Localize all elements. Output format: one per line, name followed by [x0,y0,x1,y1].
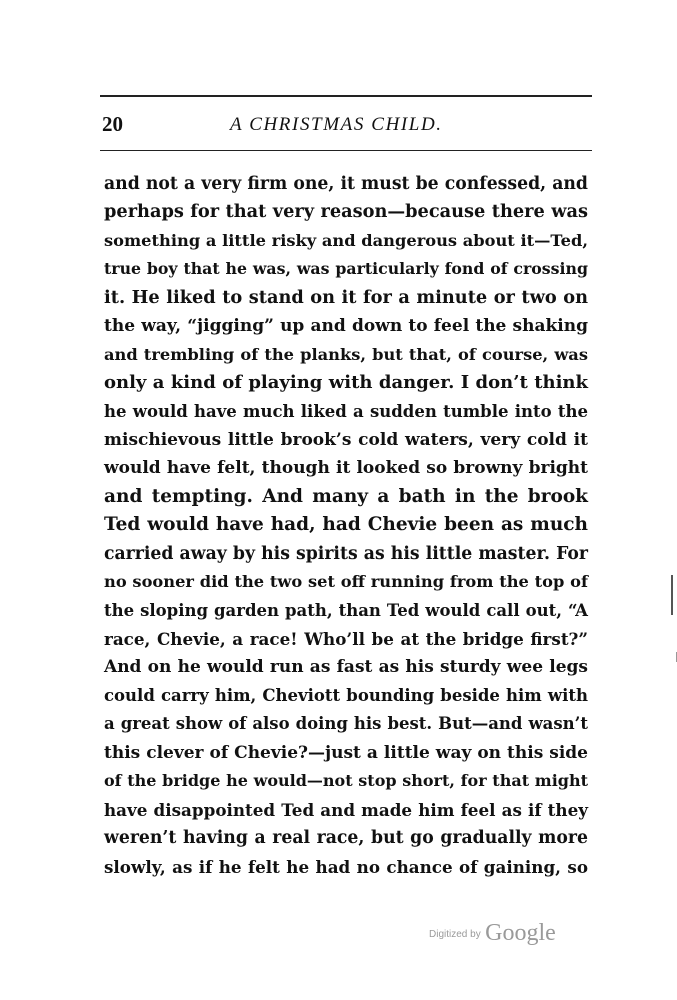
text-line: perhaps for that very reason—because there was [104,201,588,223]
text-line: And on he would run as fast as his sturdy wee legs [104,657,588,678]
body-text [104,170,588,881]
digitized-watermark [429,920,556,947]
text-line: true boy that he was, was particularly fond of crossing [104,259,588,279]
head-rule [100,150,592,151]
google-wordmark: Google [485,920,556,946]
text-line: and not a very firm one, it must be confessed, and [104,174,588,194]
text-line: carried away by his spirits as his little master. For [104,543,588,564]
text-line: the way, “jigging” up and down to feel the shaking [104,316,588,337]
text-line: mischievous little brook’s cold waters, very cold it [104,429,588,450]
text-line: he would have much liked a sudden tumble into the [104,401,588,421]
running-head [100,112,592,140]
text-line: it. He liked to stand on it for a minute or two on [104,286,588,308]
page-number: 20 [102,112,123,136]
text-line: and trembling of the planks, but that, of course, was [104,344,588,364]
text-line: of the bridge he would—not stop short, for that might [104,771,588,791]
text-line: something a little risky and dangerous about it—Ted, [104,230,588,250]
text-line: and tempting. And many a bath in the brook [104,485,588,507]
text-line: the sloping garden path, than Ted would call out, “A [104,600,588,620]
text-line: no sooner did the two set off running from the top of [104,572,588,592]
text-line: slowly, as if he felt he had no chance of gaining, so [104,856,588,877]
text-line: race, Chevie, a race! Who’ll be at the bridge first?” [104,629,588,649]
text-line: have disappointed Ted and made him feel as if they [104,799,588,820]
text-line: this clever of Chevie?—just a little way on this side [104,742,588,763]
text-line: Ted would have had, had Chevie been as much [104,514,588,536]
text-line: would have felt, though it looked so browny bright [104,458,588,479]
text-line: only a kind of playing with danger. I don’t think [104,372,588,394]
top-rule [100,95,592,97]
text-line: a great show of also doing his best. But—and wasn’t [104,714,588,734]
text-line: could carry him, Cheviott bounding beside him with [104,685,588,705]
text-line: weren’t having a real race, but go gradually more [104,828,588,849]
digitized-label: Digitized by [429,929,481,940]
scan-edge-mark [671,575,673,615]
running-title: A CHRISTMAS CHILD. [230,114,443,135]
